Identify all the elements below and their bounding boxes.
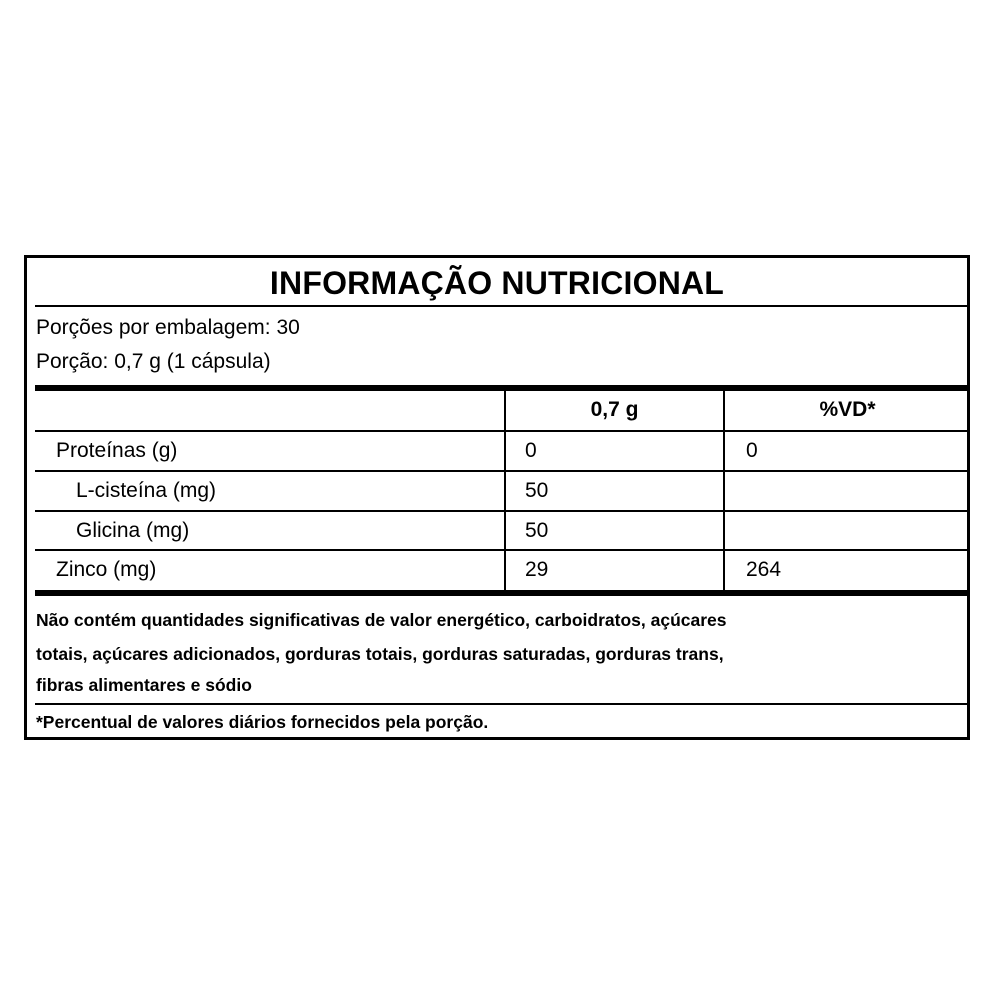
column-header-amount: 0,7 g [590,398,639,421]
nutrient-name: L-cisteína (mg) [76,479,217,502]
nutrient-name: Proteínas (g) [56,439,178,462]
nutrition-facts-panel [24,255,970,740]
title-divider [35,305,967,307]
nutrient-dv: 264 [746,558,782,581]
nutrient-amount: 0 [525,439,537,462]
nutrient-name: Glicina (mg) [76,519,190,542]
serving-size: Porção: 0,7 g (1 cápsula) [36,350,271,373]
not-significant-note-line: fibras alimentares e sódio [36,675,252,695]
nutrient-amount: 50 [525,519,549,542]
nutrient-amount: 29 [525,558,549,581]
dv-footnote: *Percentual de valores diários fornecidos pela porção. [36,712,489,732]
table-bottom-divider [35,590,967,596]
servings-per-package: Porções por embalagem: 30 [36,316,300,339]
nutrient-amount: 50 [525,479,549,502]
panel-title: INFORMAÇÃO NUTRICIONAL [269,265,725,301]
column-header-name [35,391,504,429]
column-header-dv: %VD* [819,398,876,421]
not-significant-note-line: totais, açúcares adicionados, gorduras totais, gorduras saturadas, gorduras trans, [36,644,724,664]
footnote-divider [35,703,967,705]
nutrient-name: Zinco (mg) [56,558,157,581]
not-significant-note-line: Não contém quantidades significativas de valor energético, carboidratos, açúcares [36,610,727,630]
nutrient-dv: 0 [746,439,758,462]
